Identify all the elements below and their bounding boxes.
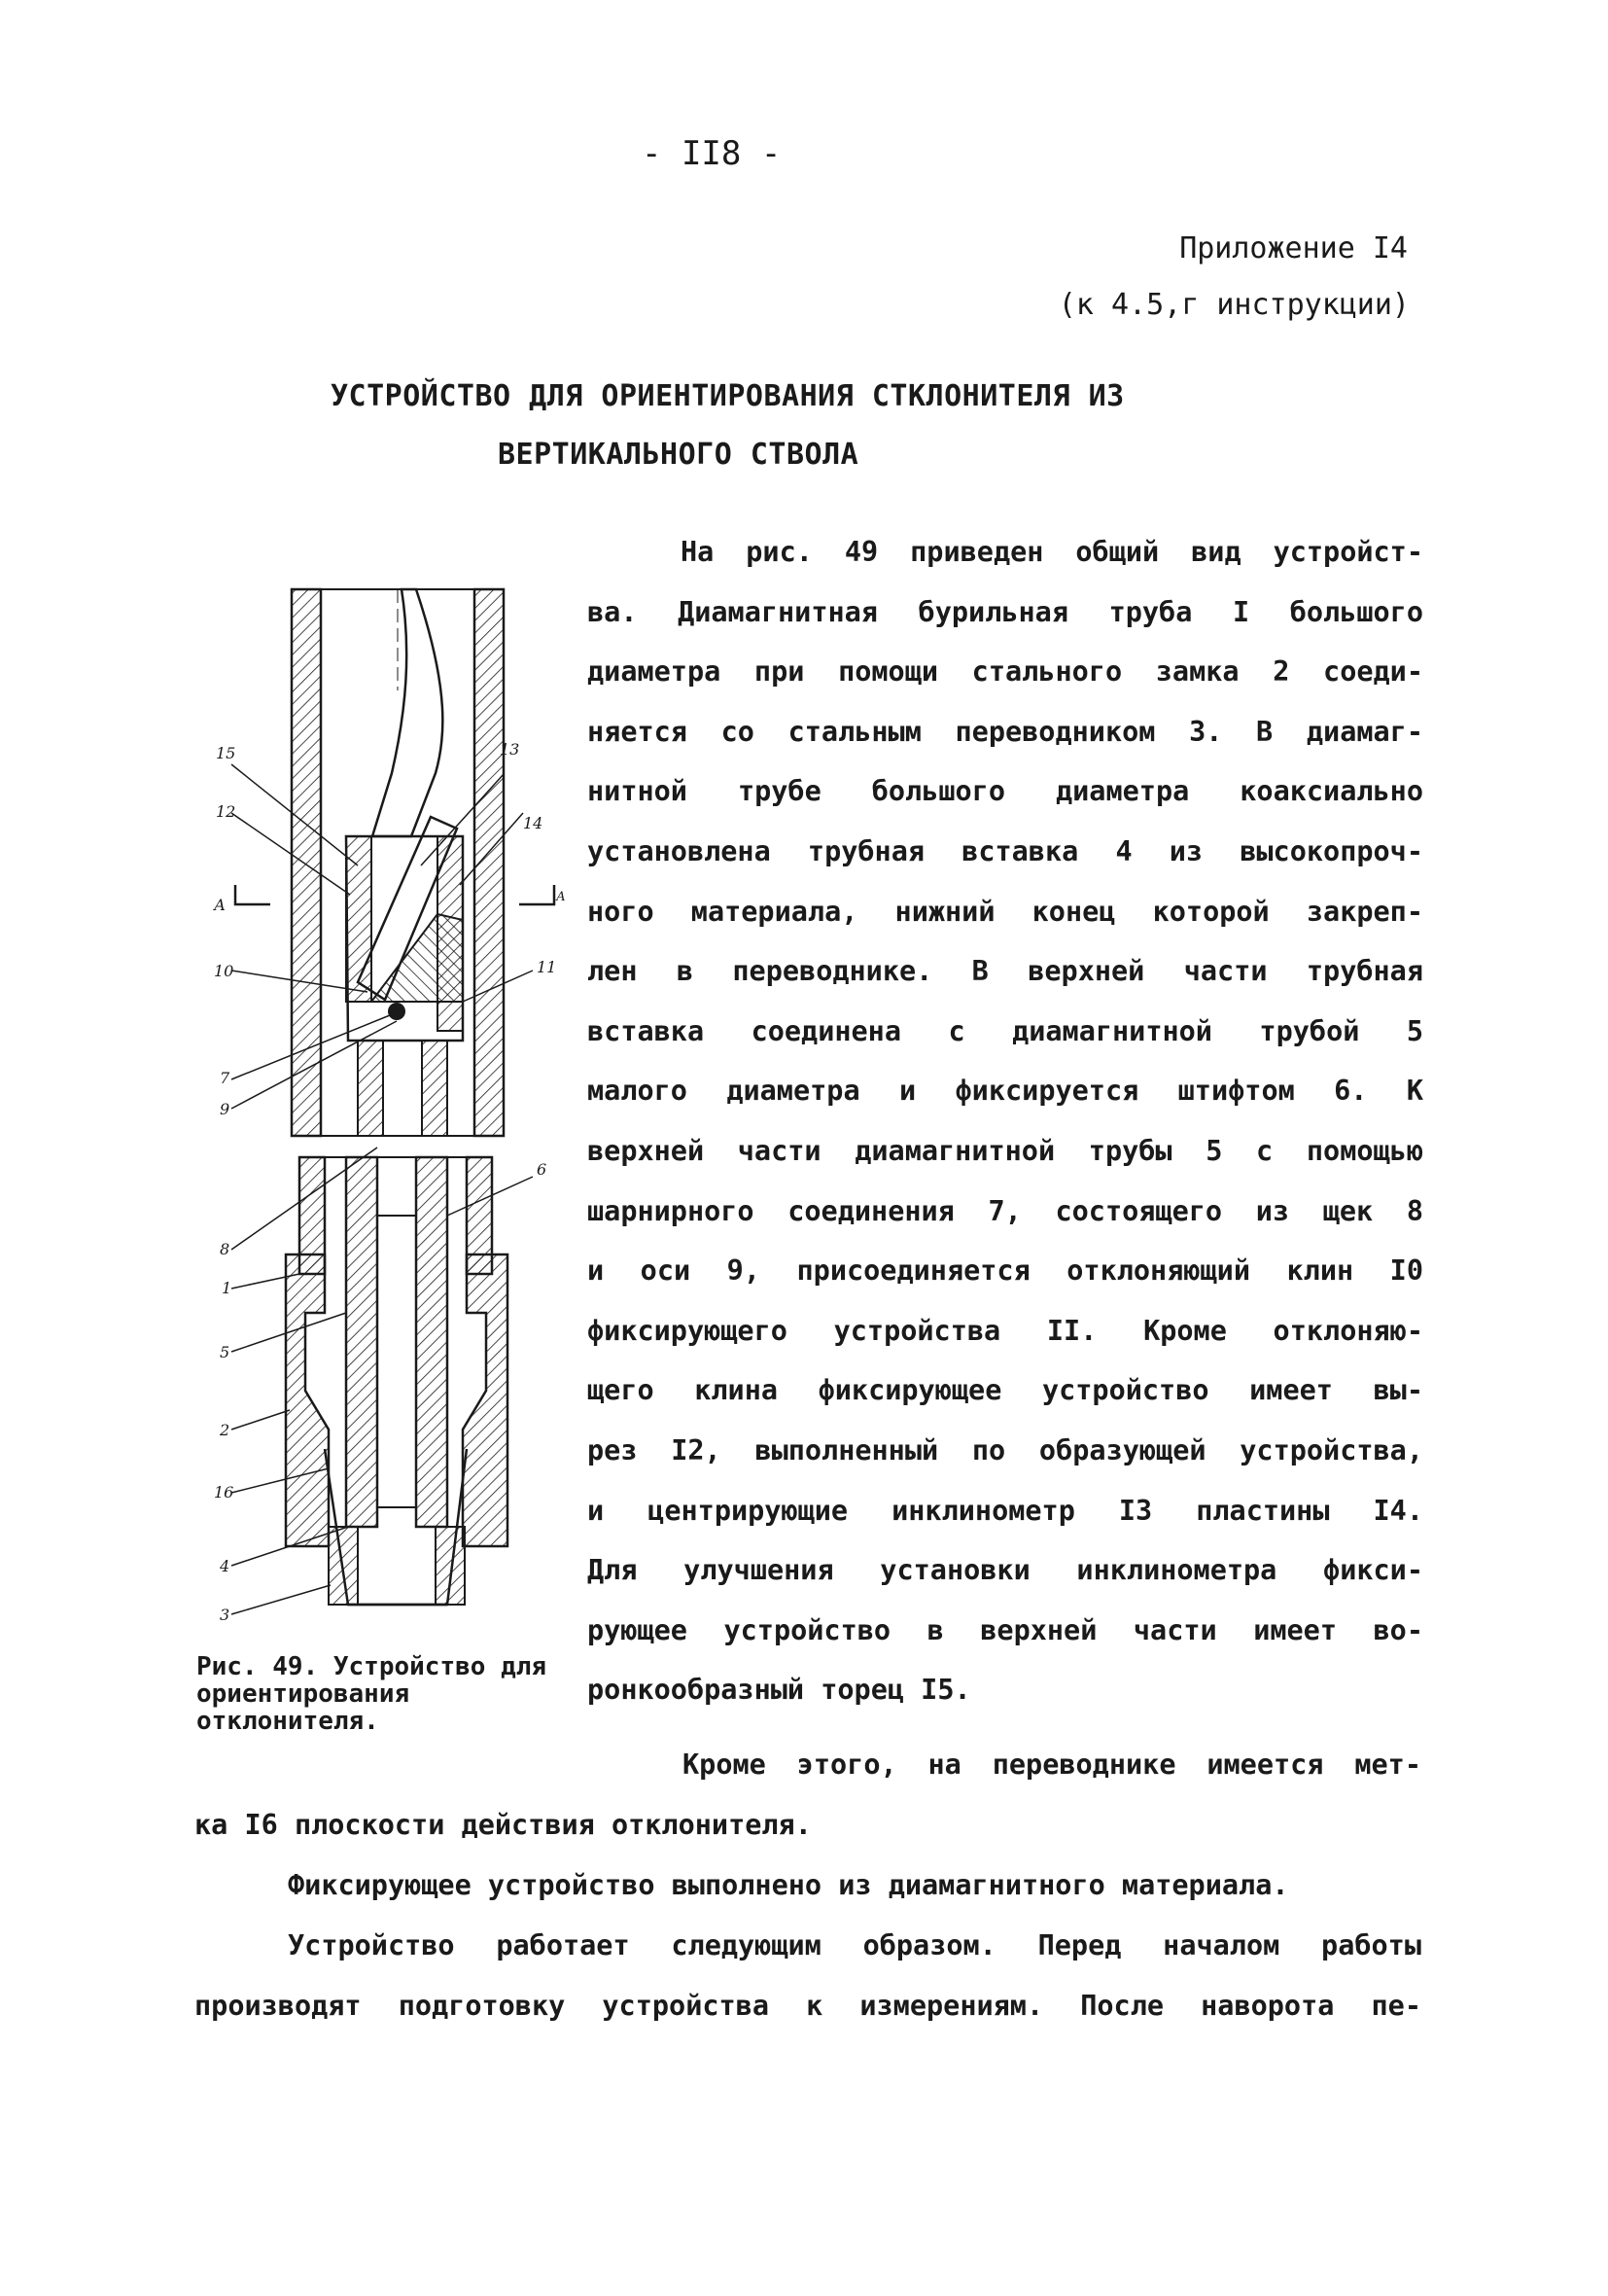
text-line: щего клина фиксирующее устройство имеет вы- (587, 1374, 1423, 1407)
label-12: 12 (216, 802, 236, 821)
text-line: рез I2, выполненный по образующей устройства, (587, 1433, 1423, 1466)
label-5: 5 (220, 1343, 230, 1361)
text-line: ка I6 плоскости действия отклонителя. (194, 1809, 812, 1841)
label-section-a-right: А (556, 890, 566, 904)
text-line: ного материала, нижний конец которой закреп- (587, 895, 1423, 928)
label-13: 13 (500, 740, 520, 759)
text-line: малого диаметра и фиксируется штифтом 6. К (587, 1075, 1423, 1108)
label-8: 8 (220, 1240, 230, 1258)
text-line: нитной трубе большого диаметра коаксиально (587, 775, 1423, 808)
label-14: 14 (523, 814, 543, 832)
text-line: Кроме этого, на переводнике имеется мет- (682, 1748, 1421, 1781)
text-line: верхней части диамагнитной трубы 5 с помощью (587, 1134, 1423, 1167)
section-title-line-1: УСТРОЙСТВО ДЛЯ ОРИЕНТИРОВАНИЯ СТКЛОНИТЕЛЯ ИЗ (331, 379, 1125, 413)
section-title-line-2: ВЕРТИКАЛЬНОГО СТВОЛА (498, 438, 859, 472)
text-line: Фиксирующее устройство выполнено из диамагнитного материала. (288, 1869, 1289, 1901)
text-line: Для улучшения установки инклинометра фикси- (587, 1554, 1423, 1587)
label-11: 11 (537, 958, 557, 976)
label-4: 4 (220, 1557, 230, 1575)
label-2: 2 (220, 1421, 230, 1439)
text-line: установлена трубная вставка 4 из высокопроч- (587, 834, 1423, 867)
text-line: вставка соединена с диамагнитной трубой 5 (587, 1014, 1423, 1047)
text-line: Устройство работает следующим образом. Перед началом работы (288, 1929, 1421, 1961)
device-drawing (212, 574, 566, 1643)
text-line: няется со стальным переводником 3. В диамаг- (587, 715, 1423, 748)
text-line: ронкообразный торец I5. (587, 1674, 971, 1707)
text-line: лен в переводнике. В верхней части трубная (587, 955, 1423, 988)
label-9: 9 (220, 1100, 230, 1118)
figure-caption: Рис. 49. Устройство для ориентирования отклонителя. (196, 1652, 547, 1736)
lower-pipe-section (286, 1157, 507, 1605)
text-line: На рис. 49 приведен общий вид устройст- (681, 536, 1423, 568)
upper-pipe-section (235, 589, 557, 1136)
body-text-full-width (194, 1735, 1421, 2036)
label-3: 3 (220, 1606, 230, 1624)
label-16: 16 (214, 1483, 234, 1501)
text-line: ва. Диамагнитная бурильная труба I большого (587, 595, 1423, 628)
label-section-a-left: А (214, 896, 227, 914)
label-15: 15 (216, 744, 236, 762)
label-1: 1 (222, 1279, 232, 1297)
text-line: и центрирующие инклинометр I3 пластины I4. (587, 1494, 1423, 1527)
text-line: фиксирующего устройства II. Кроме отклоняю- (587, 1314, 1423, 1347)
appendix-label: Приложение I4 (1179, 231, 1408, 265)
appendix-reference: (к 4.5,г инструкции) (1058, 288, 1410, 322)
text-line: шарнирного соединения 7, состоящего из щек 8 (587, 1194, 1423, 1227)
label-6: 6 (537, 1160, 547, 1179)
text-line: диаметра при помощи стального замка 2 соеди- (587, 655, 1423, 689)
text-line: производят подготовку устройства к измерениям. После наворота пе- (194, 1990, 1421, 2022)
text-line: рующее устройство в верхней части имеет во- (587, 1613, 1423, 1646)
text-line: и оси 9, присоединяется отклоняющий клин I0 (587, 1254, 1423, 1288)
body-text-column (587, 522, 1423, 1720)
page-number: - II8 - (642, 134, 782, 173)
label-7: 7 (220, 1069, 230, 1087)
label-10: 10 (214, 962, 234, 980)
